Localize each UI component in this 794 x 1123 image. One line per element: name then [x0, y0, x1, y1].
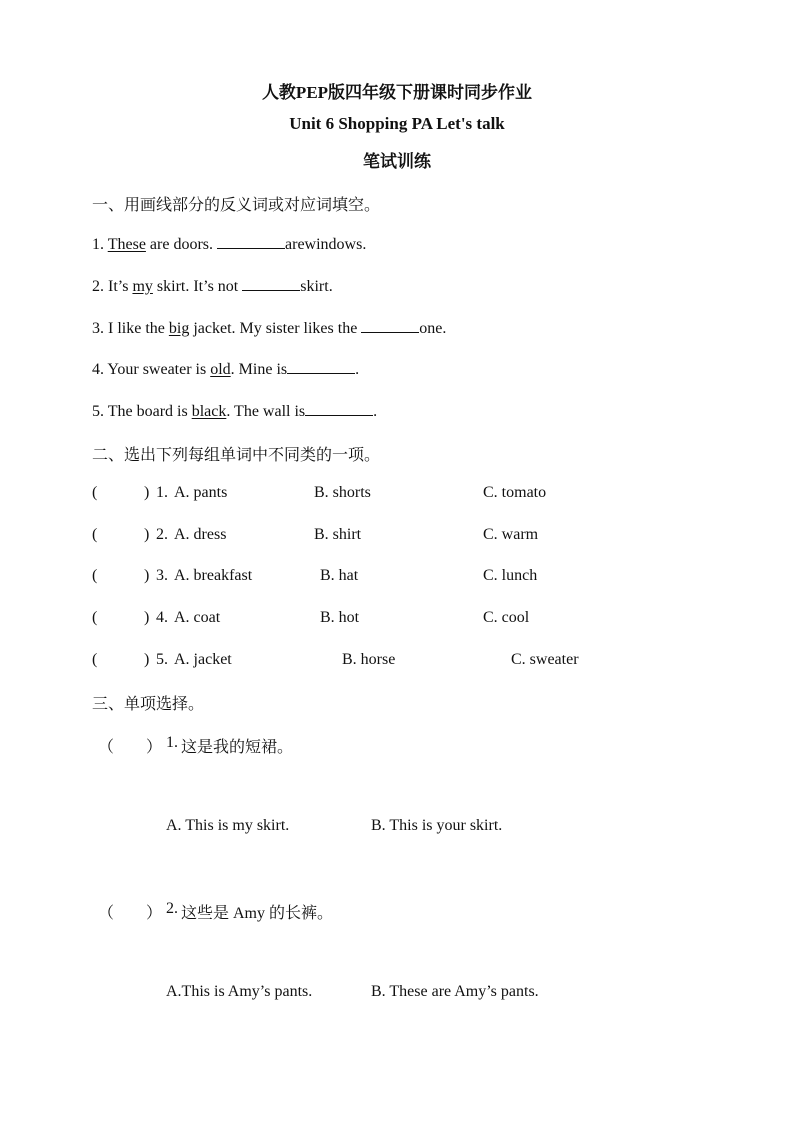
- paren-close: ）: [146, 905, 163, 922]
- paren-close: ): [144, 526, 150, 543]
- option-c: C. lunch: [483, 567, 538, 584]
- item-number: 4.: [156, 609, 168, 626]
- fill-item-4: [92, 359, 359, 379]
- item-number: 4. Your sweater is: [92, 361, 207, 378]
- fill-item-1: [92, 234, 366, 254]
- fill-item-5: [92, 401, 377, 421]
- option-b: B. This is your skirt.: [371, 817, 503, 834]
- question-text: 这是我的短裙。: [181, 739, 294, 756]
- option-b: B. hot: [320, 609, 360, 626]
- item-text: .: [373, 403, 378, 420]
- item-number: 5. The board is: [92, 403, 188, 420]
- paren-close: ): [144, 484, 150, 501]
- page-subtitle: Unit 6 Shopping PA Let's talk: [289, 114, 505, 133]
- section-2-heading: 二、选出下列每组单词中不同类的一项。: [92, 447, 381, 464]
- paren-open: (: [92, 567, 98, 584]
- paren-close: ): [144, 609, 150, 626]
- item-text: one.: [419, 320, 447, 337]
- item-number: 1.: [156, 484, 168, 501]
- item-number: 1.: [92, 236, 104, 253]
- paren-open: （: [98, 905, 115, 922]
- option-a: A. dress: [174, 526, 227, 543]
- answer-blank[interactable]: [305, 401, 373, 416]
- option-c: C. cool: [483, 609, 530, 626]
- paren-open: (: [92, 651, 98, 668]
- answer-blank[interactable]: [287, 359, 355, 374]
- item-number: 3.: [156, 567, 168, 584]
- option-a: A. coat: [174, 609, 221, 626]
- paren-close: ): [144, 567, 150, 584]
- item-text: arewindows.: [285, 236, 367, 253]
- option-b: B. These are Amy’s pants.: [371, 983, 539, 1000]
- underlined-word: These: [107, 236, 146, 253]
- section-1-heading: 一、用画线部分的反义词或对应词填空。: [92, 197, 381, 214]
- item-text: skirt. It’s not: [152, 278, 243, 295]
- option-c: C. sweater: [511, 651, 579, 668]
- answer-blank[interactable]: [361, 318, 419, 333]
- paren-close: ）: [146, 739, 163, 756]
- paren-open: (: [92, 484, 98, 501]
- answer-blank[interactable]: [217, 234, 285, 249]
- option-a: A. pants: [174, 484, 228, 501]
- item-number: 5.: [156, 651, 168, 668]
- option-b: B. hat: [320, 567, 359, 584]
- option-a: A. This is my skirt.: [166, 817, 290, 834]
- item-number: 3. I like the: [92, 320, 165, 337]
- item-text: jacket. My sister likes the: [189, 320, 362, 337]
- fill-item-3: [92, 318, 446, 338]
- option-b: B. shorts: [314, 484, 371, 501]
- paren-open: (: [92, 526, 98, 543]
- option-b: B. horse: [342, 651, 396, 668]
- item-number: 2.: [166, 900, 178, 917]
- underlined-word: old: [210, 361, 231, 378]
- question-text: 这些是 Amy 的长裤。: [181, 905, 334, 922]
- page-section-title: 笔试训练: [363, 152, 431, 171]
- underlined-word: black: [191, 403, 227, 420]
- option-a: A. jacket: [174, 651, 232, 668]
- option-a: A. breakfast: [174, 567, 253, 584]
- item-text: . The wall is: [226, 403, 306, 420]
- item-number: 2. It’s: [92, 278, 129, 295]
- paren-close: ): [144, 651, 150, 668]
- fill-item-2: [92, 276, 333, 296]
- underlined-word: my: [132, 278, 153, 295]
- underlined-word: big: [168, 320, 190, 337]
- paren-open: (: [92, 609, 98, 626]
- answer-blank[interactable]: [242, 276, 300, 291]
- option-c: C. warm: [483, 526, 539, 543]
- item-number: 1.: [166, 734, 178, 751]
- paren-open: （: [98, 739, 115, 756]
- item-number: 2.: [156, 526, 168, 543]
- option-a: A.This is Amy’s pants.: [166, 983, 313, 1000]
- item-text: skirt.: [300, 278, 333, 295]
- item-text: . Mine is: [230, 361, 288, 378]
- item-text: are doors.: [145, 236, 218, 253]
- page-title: 人教PEP版四年级下册课时同步作业: [261, 83, 533, 102]
- option-b: B. shirt: [314, 526, 362, 543]
- item-text: .: [355, 361, 360, 378]
- section-3-heading: 三、单项选择。: [92, 696, 205, 713]
- option-c: C. tomato: [483, 484, 547, 501]
